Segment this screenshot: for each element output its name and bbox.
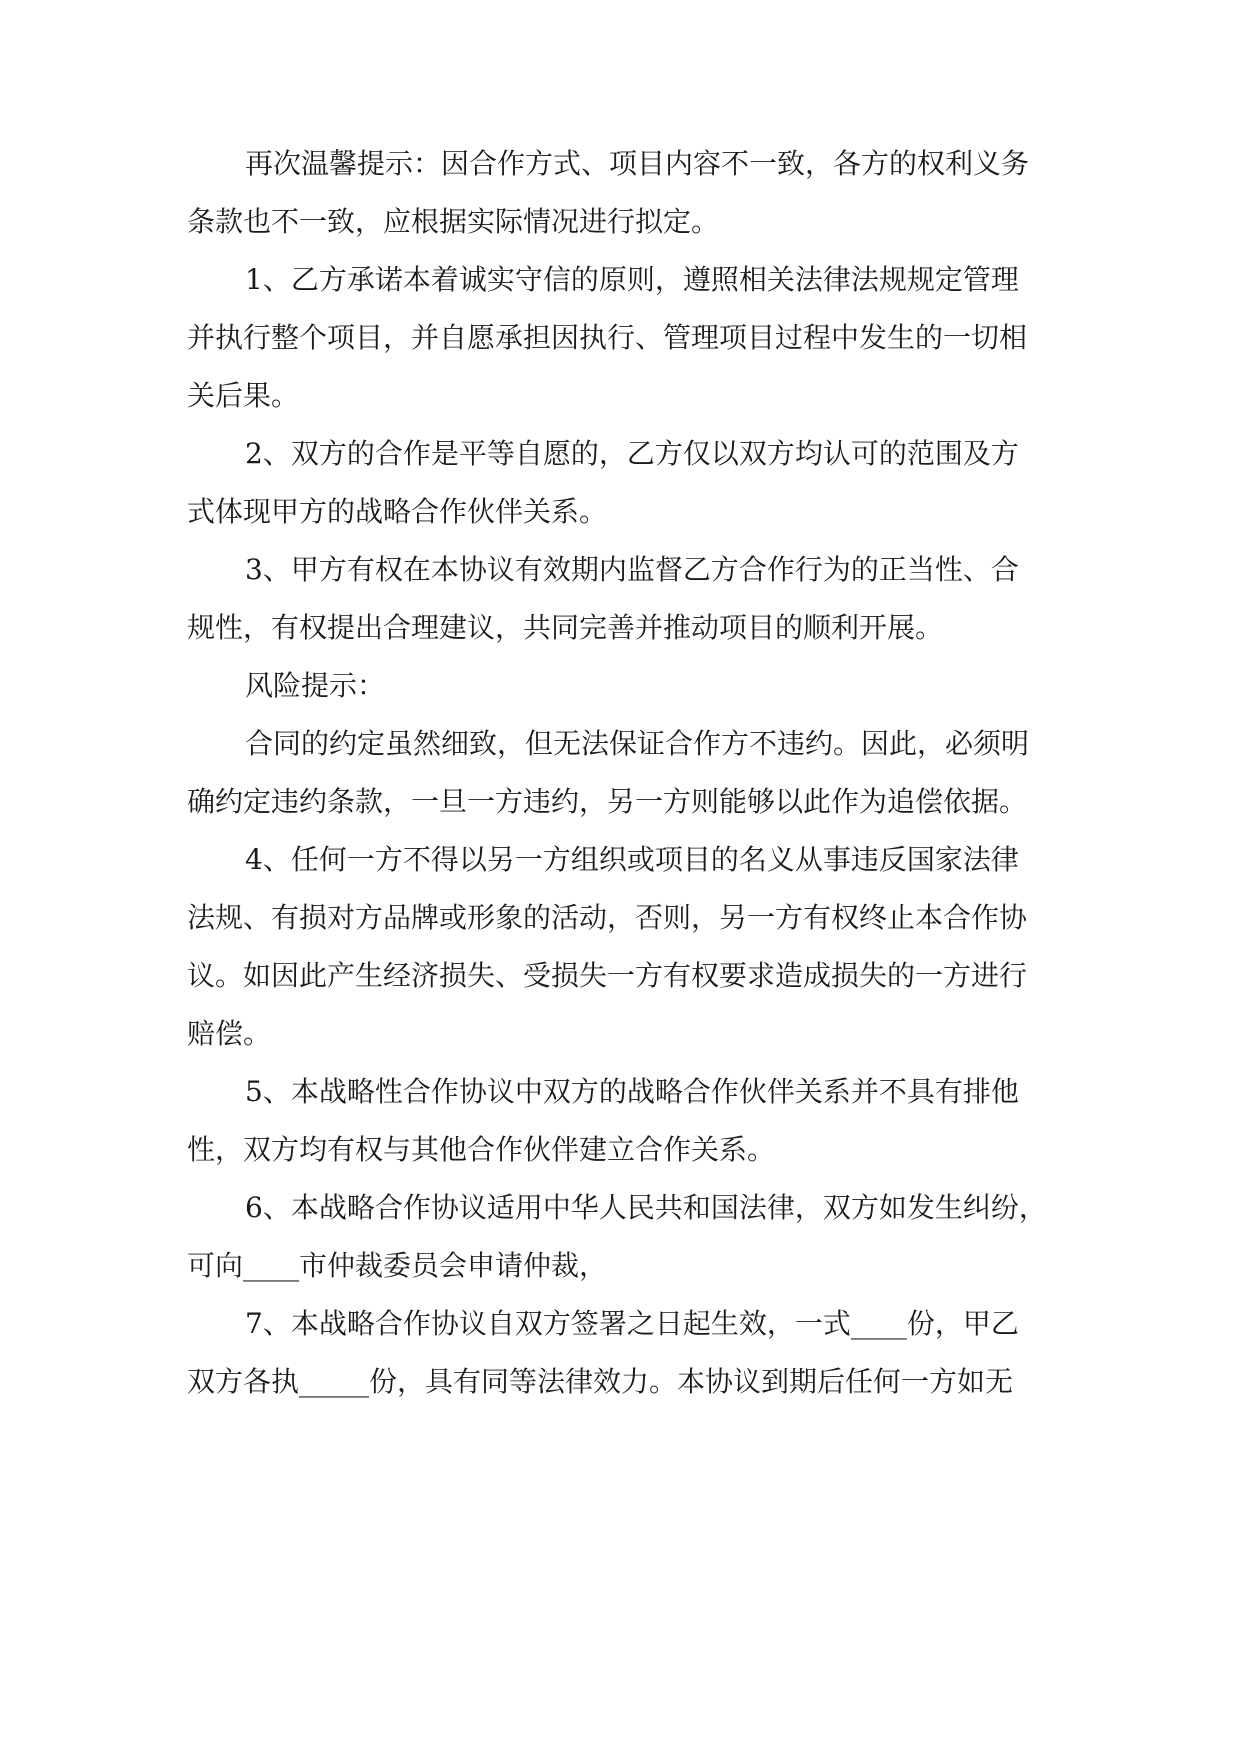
clause-1-line-1: 1、乙方承诺本着诚实守信的原则，遵照相关法律法规规定管理 [245, 263, 1019, 296]
clause-7-line-1: 7、本战略合作协议自双方签署之日起生效，一式____份，甲乙 [245, 1307, 1019, 1340]
clause-1-line-2: 并执行整个项目，并自愿承担因执行、管理项目过程中发生的一切相 [187, 321, 1028, 354]
clause-6-line-1: 6、本战略合作协议适用中华人民共和国法律，双方如发生纠纷， [245, 1191, 1047, 1224]
risk-heading: 风险提示： [245, 669, 386, 702]
clause-2-line-1: 2、双方的合作是平等自愿的，乙方仅以双方均认可的范围及方 [245, 437, 1019, 470]
clause-5-line-1: 5、本战略性合作协议中双方的战略合作伙伴关系并不具有排他 [245, 1075, 1019, 1108]
clause-6-line-2: 可向____市仲裁委员会申请仲裁， [187, 1249, 608, 1282]
risk-line-1: 合同的约定虽然细致，但无法保证合作方不违约。因此，必须明 [245, 727, 1030, 760]
risk-line-2: 确约定违约条款，一旦一方违约，另一方则能够以此作为追偿依据。 [187, 785, 1028, 818]
reminder-line-1: 再次温馨提示：因合作方式、项目内容不一致，各方的权利义务 [245, 147, 1030, 180]
clause-3-line-2: 规性，有权提出合理建议，共同完善并推动项目的顺利开展。 [187, 611, 944, 644]
clause-4-line-3: 议。如因此产生经济损失、受损失一方有权要求造成损失的一方进行 [187, 959, 1028, 992]
clause-7-line-2: 双方各执_____份，具有同等法律效力。本协议到期后任何一方如无 [187, 1365, 1014, 1398]
clause-4-line-1: 4、任何一方不得以另一方组织或项目的名义从事违反国家法律 [245, 843, 1019, 876]
clause-1-line-3: 关后果。 [187, 379, 300, 412]
clause-3-line-1: 3、甲方有权在本协议有效期内监督乙方合作行为的正当性、合 [245, 553, 1019, 586]
reminder-line-2: 条款也不一致，应根据实际情况进行拟定。 [187, 205, 720, 238]
clause-4-line-2: 法规、有损对方品牌或形象的活动，否则，另一方有权终止本合作协 [187, 901, 1028, 934]
clause-5-line-2: 性，双方均有权与其他合作伙伴建立合作关系。 [187, 1133, 776, 1166]
clause-4-line-4: 赔偿。 [187, 1017, 272, 1050]
clause-2-line-2: 式体现甲方的战略合作伙伴关系。 [187, 495, 608, 528]
